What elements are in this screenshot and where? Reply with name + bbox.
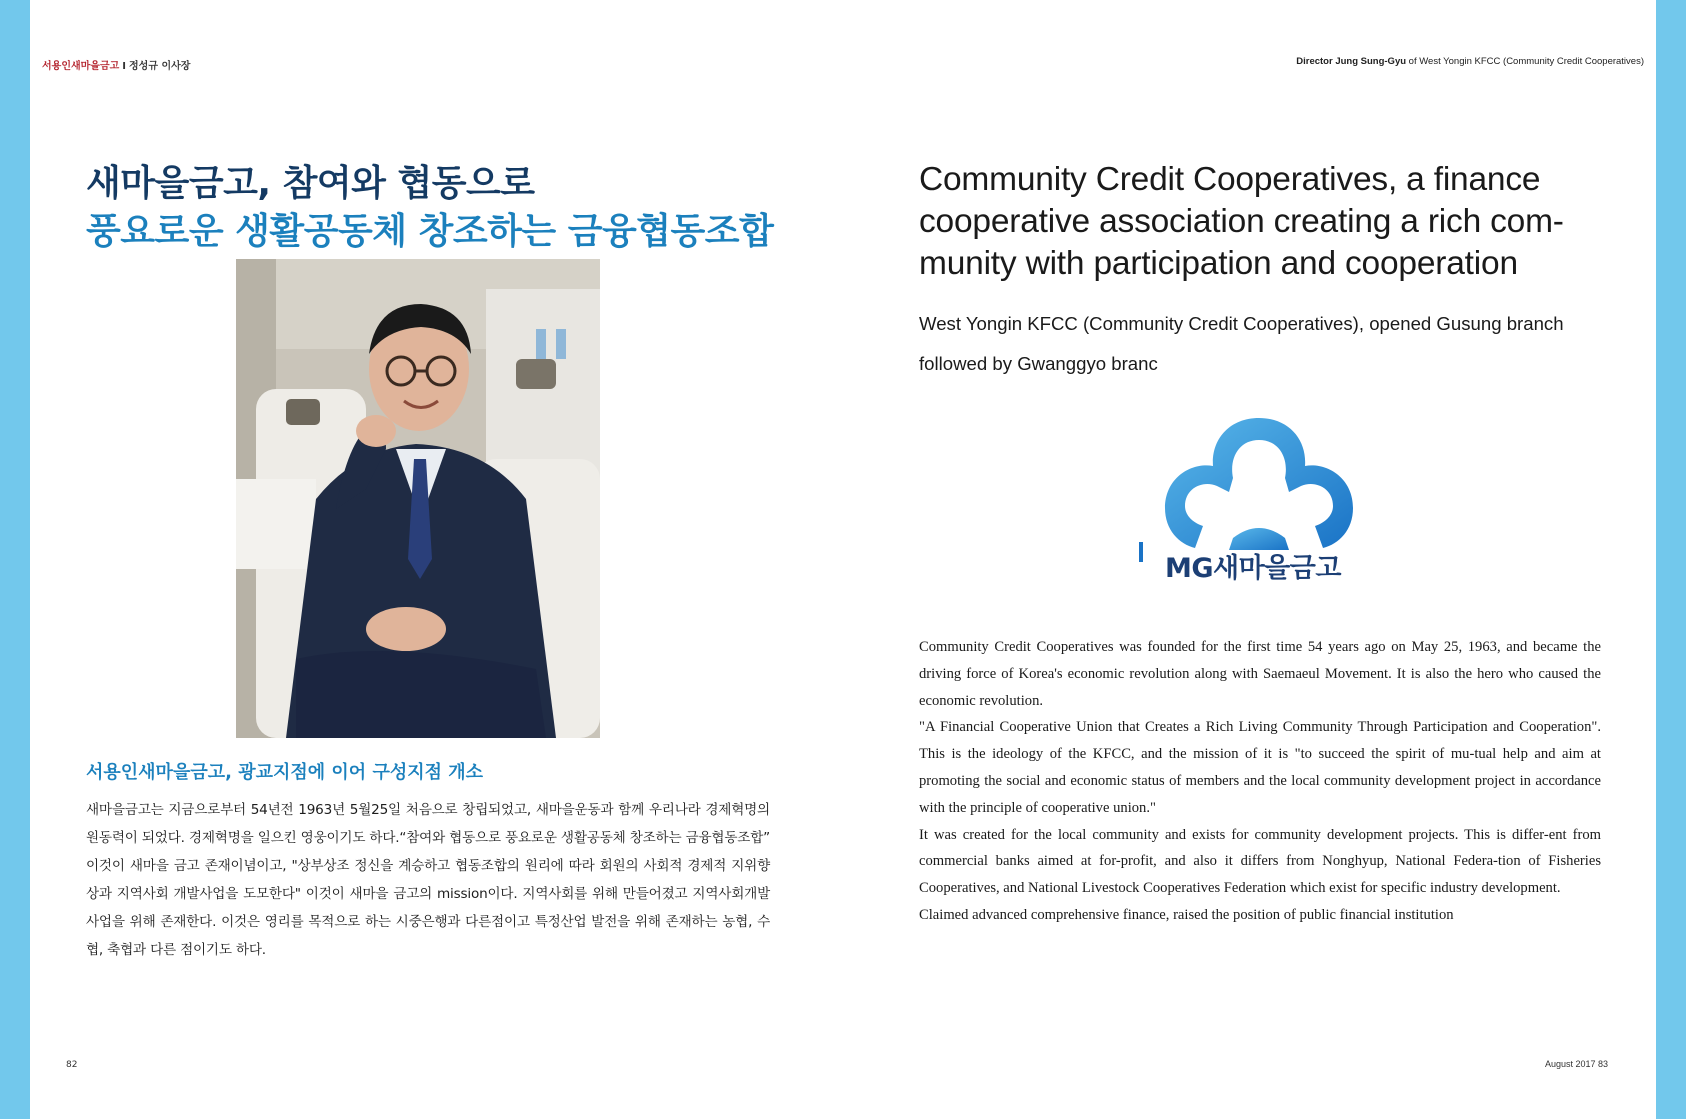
- header-right-rest: of West Yongin KFCC (Community Credit Cooperatives): [1406, 56, 1644, 67]
- header-right-bold: Director Jung Sung-Gyu: [1296, 56, 1407, 67]
- header-left: [42, 57, 190, 72]
- header-right: [1296, 56, 1644, 67]
- korean-subtitle: 서용인새마을금고, 광교지점에 이어 구성지점 개소: [86, 762, 484, 783]
- english-paragraph: Community Credit Cooperatives was founded for the first time 54 years ago on May 25, 1963, and became the driving force of Korea's economic revolution along with Saemaeul Movement. It is also the hero who caused the economic revolution.: [919, 639, 1601, 709]
- korean-title: [86, 160, 773, 256]
- english-title: Community Credit Cooperatives, a finance cooperative association creating a rich com-munity with participation and cooperation: [919, 161, 1564, 282]
- header-separator: I: [122, 61, 127, 72]
- director-portrait-illustration: [236, 259, 600, 738]
- english-body: [919, 634, 1601, 929]
- korean-title-line1: 새마을금고, 참여와 협동으로: [86, 163, 535, 204]
- korean-title-line2: 풍요로운 생활공동체 창조하는 금융협동조합: [86, 211, 774, 252]
- english-paragraph: "A Financial Cooperative Union that Creates a Rich Living Community Through Participation and Cooperation". This is the ideology of the KFCC, and the mission of it is "to succeed the spirit of mu-tual help and aim at promoting the social and economic status of members and the local community development project in accordance with the principle of cooperative union.": [919, 719, 1601, 816]
- mg-logo-text: MG새마을금고: [1165, 553, 1341, 584]
- director-photo: [236, 259, 600, 738]
- english-paragraph: It was created for the local community and exists for community development projects. This is differ-ent from commercial banks aimed at for-profit, and also it differs from Nonghyup, National Federa-tion of Fisheries Cooperatives, and National Livestock Cooperatives Federation which exist for specific industry development.: [919, 826, 1601, 897]
- right-edge-band: [1656, 0, 1686, 1119]
- page-number-left: 82: [66, 1060, 78, 1070]
- english-subtitle: West Yongin KFCC (Community Credit Cooperatives), opened Gusung branch followed by Gwanggyo branc: [919, 313, 1564, 374]
- page-number-right: August 2017 83: [1544, 1059, 1608, 1069]
- header-person: 정성규 이사장: [129, 61, 191, 72]
- english-paragraph: Claimed advanced comprehensive finance, raised the position of public financial institution: [919, 906, 1454, 923]
- korean-body: 새마을금고는 지금으로부터 54년전 1963년 5월25일 처음으로 창립되었고, 새마을운동과 함께 우리나라 경제혁명의 원동력이 되었다. 경제혁명을 일으킨 영웅이기도 하다.“참여와 협동으로 풍요로운 생활공동체 창조하는 금융협동조합” 이것이 새마을 금고 존재이념이고, "상부상조 정신을 계승하고 협동조합의 원리에 따라 회원의 사회적 경제적 지위향상과 지역사회 개발사업을 도모한다" 이것이 새마을 금고의 mission이다. 지역사회를 위해 만들어졌고 지역사회개발사업을 위해 존재한다. 이것은 영리를 목적으로 하는 시중은행과 다른점이고 특정산업 발전을 위해 존재하는 농협, 수협, 축협과 다른 점이기도 하다.: [86, 802, 770, 958]
- header-brand: 서용인새마을금고: [42, 61, 120, 72]
- left-edge-band: [0, 0, 30, 1119]
